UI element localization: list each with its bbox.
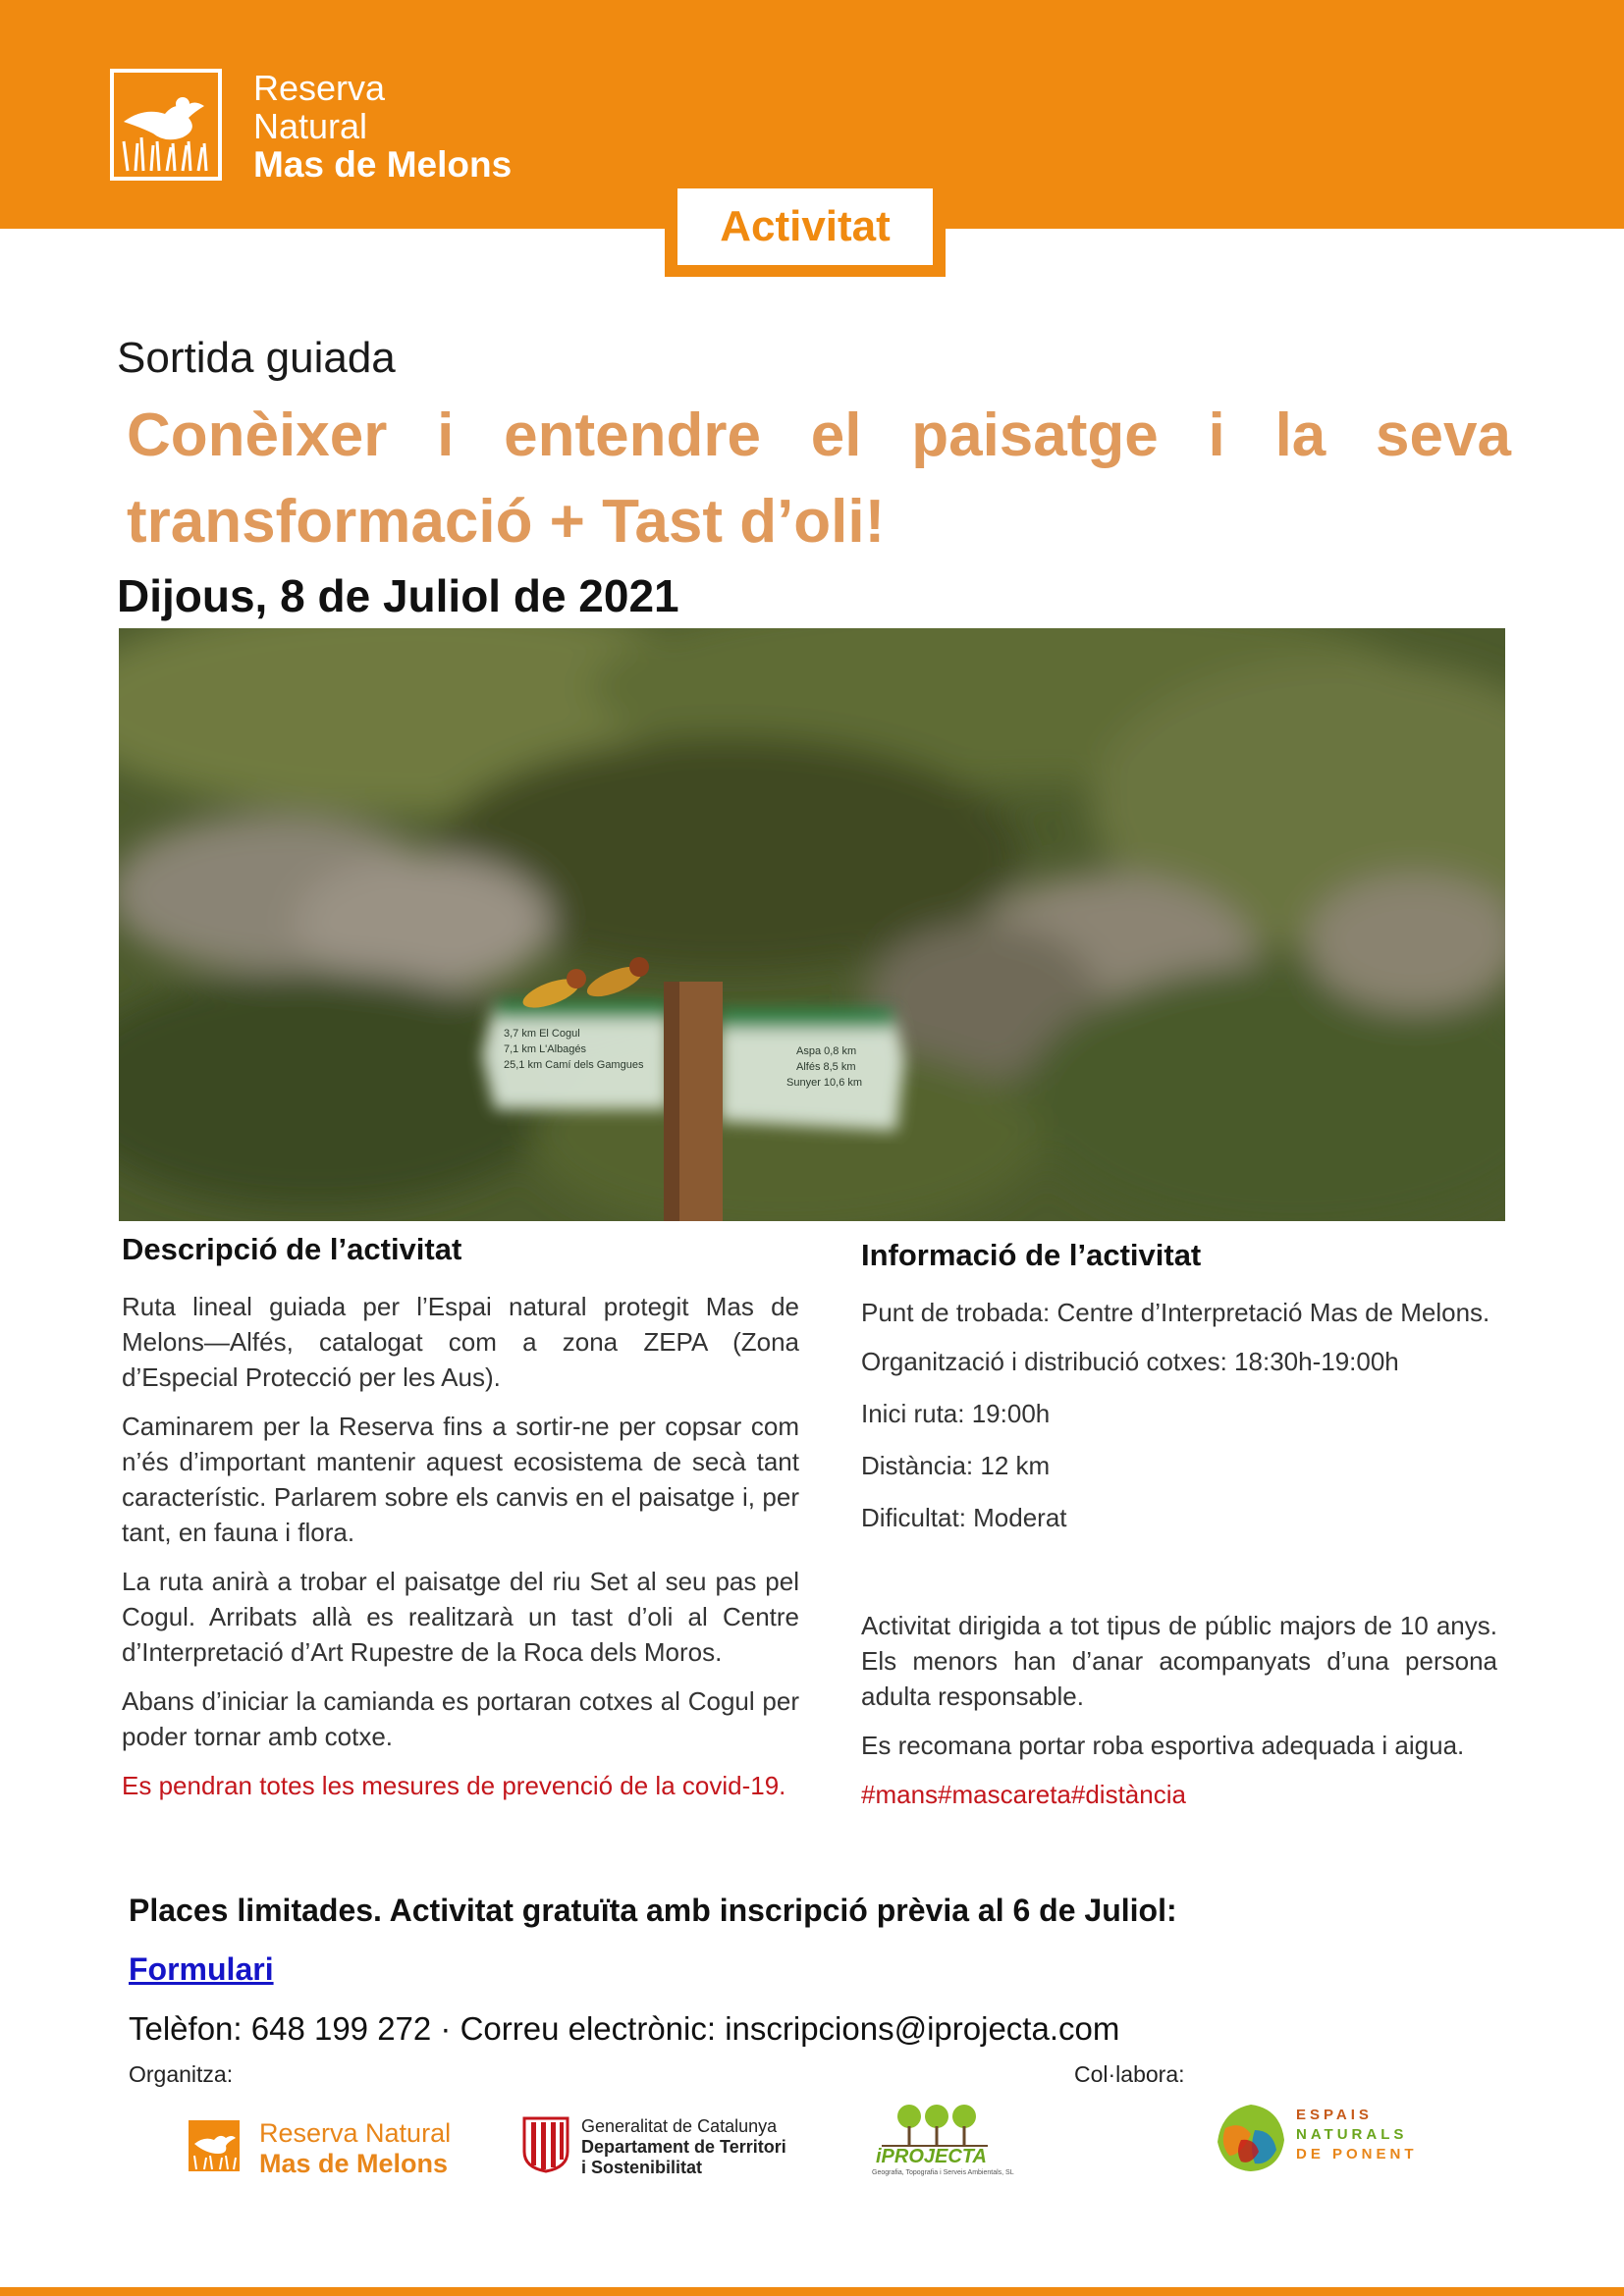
logo-line-1: Reserva [253,68,386,108]
organizer-label: Organitza: [129,2061,234,2087]
info-meeting-point: Punt de trobada: Centre d’Interpretació Mas de Melons. [861,1298,1490,1327]
espais-naturals-leaf-icon [1212,2101,1290,2175]
reserve-logo-icon [110,69,222,181]
espais-line-1: ESPAIS [1296,2107,1373,2123]
description-section [122,1232,799,1817]
espais-naturals-text [1296,2106,1418,2164]
form-link[interactable]: Formulari [129,1951,274,1987]
info-clothing: Es recomana portar roba esportiva adequada i aigua. [861,1731,1465,1760]
info-audience: Activitat dirigida a tot tipus de públic majors de 10 anys. Els menors han d’anar acompanyats d’una persona adulta responsable. [861,1611,1497,1711]
generalitat-text [581,2116,786,2178]
sign-left-line-3: 25,1 km Camí dels Gamgues [504,1059,644,1071]
collaborator-label: Col·labora: [1074,2061,1185,2087]
espais-line-3: DE PONENT [1296,2146,1418,2163]
logo-line-3: Mas de Melons [253,144,513,185]
description-paragraph-4: Abans d’iniciar la camianda es portaran cotxes al Cogul per poder tornar amb cotxe. [122,1686,799,1751]
description-heading: Descripció de l’activitat [122,1232,462,1266]
reserve-logo-text [253,69,512,184]
description-paragraph-2: Caminarem per la Reserva fins a sortir-ne per copsar com n’és d’important mantenir aquest ecosistema de secà tant característic. Parlarem sobre els canvis en el paisatge i, per tant, en fauna i flora. [122,1412,799,1547]
info-section [861,1238,1497,1826]
rn-line-1: Reserva Natural [259,2118,452,2148]
reserve-small-logo-text [259,2118,451,2179]
sign-right-line-3: Sunyer 10,6 km [786,1077,863,1089]
contact-info: Telèfon: 648 199 272 · Correu electrònic: inscripcions@iprojecta.com [129,2010,1120,2047]
description-paragraph-1: Ruta lineal guiada per l’Espai natural protegit Mas de Melons—Alfés, catalogat com a zona ZEPA (Zona d’Especial Protecció per les Aus). [122,1292,799,1392]
generalitat-shield-icon [520,2116,571,2173]
reserve-small-logo-icon [189,2120,240,2171]
iprojecta-name: iPROJECTA [876,2146,987,2167]
logo-line-2: Natural [253,106,368,146]
places-notice: Places limitades. Activitat gratuïta amb inscripció prèvia al 6 de Juliol: [129,1893,1177,1928]
info-heading: Informació de l’activitat [861,1238,1202,1272]
event-title-line-1: Conèixer i entendre el paisatge i la seva [127,401,1511,469]
sign-left-line-1: 3,7 km El Cogul [504,1028,580,1040]
description-paragraph-3: La ruta anirà a trobar el paisatge del riu Set al seu pas pel Cogul. Arribats allà es realitzarà un tast d’oli al Centre d’Interpretació d’Art Rupestre de la Roca dels Moros. [122,1567,799,1667]
event-kind: Sortida guiada [117,334,396,382]
gen-line-2: Departament de Territori [581,2137,786,2157]
sign-right-line-2: Alfés 8,5 km [796,1061,856,1073]
gen-line-3: i Sostenibilitat [581,2158,703,2177]
info-start: Inici ruta: 19:00h [861,1399,1051,1428]
iprojecta-subtitle: Geografia, Topografia i Serveis Ambientals, SL [872,2169,1014,2176]
event-date: Dijous, 8 de Juliol de 2021 [117,570,679,621]
activity-badge: Activitat [677,188,933,265]
rn-line-2: Mas de Melons [259,2149,449,2178]
info-hashtags: #mans#mascareta#distància [861,1780,1186,1809]
sign-right-line-1: Aspa 0,8 km [796,1045,857,1057]
info-distance: Distància: 12 km [861,1451,1051,1480]
espais-line-2: NATURALS [1296,2126,1408,2143]
info-cars: Organització i distribució cotxes: 18:30h-19:00h [861,1347,1399,1376]
gen-line-1: Generalitat de Catalunya [581,2116,778,2136]
footer-band [0,2287,1624,2296]
bee-eaters-on-signpost-photo [119,628,1505,1221]
covid-note: Es pendran totes les mesures de prevenció de la covid-19. [122,1771,786,1800]
sign-left-line-2: 7,1 km L'Albagés [504,1043,587,1055]
event-title-line-2: transformació + Tast d’oli! [127,488,886,556]
info-difficulty: Dificultat: Moderat [861,1503,1067,1532]
